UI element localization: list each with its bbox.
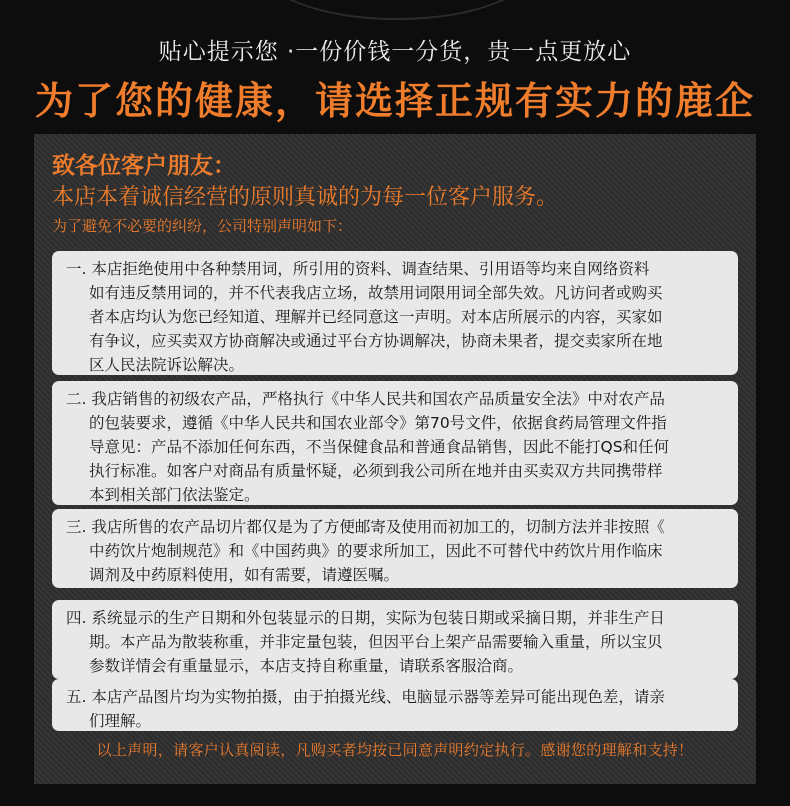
clause-line: 如有违反禁用词的，并不代表我店立场，故禁用词限用词全部失效。凡访问者或购买 bbox=[89, 284, 663, 302]
clause-line: 四. 系统显示的生产日期和外包装显示的日期，实际为包装日期或采摘日期，并非生产日 bbox=[66, 609, 665, 627]
clause-card-4 bbox=[52, 600, 738, 679]
clause-line: 执行标准。如客户对商品有质量怀疑，必须到我公司所在地并由买卖双方共同携带样 bbox=[89, 462, 663, 480]
notice-panel bbox=[34, 134, 756, 784]
clause-line: 有争议，应买卖双方协商解决或通过平台方协调解决，协商未果者，提交卖家所在地 bbox=[89, 332, 663, 350]
clause-line: 中药饮片炮制规范》和《中国药典》的要求所加工，因此不可替代中药饮片用作临床 bbox=[89, 542, 663, 560]
clause-line: 期。本产品为散装称重，并非定量包装，但因平台上架产品需要输入重量，所以宝贝 bbox=[89, 633, 663, 651]
clause-line: 调剂及中药原料使用，如有需要，请遵医嘱。 bbox=[89, 566, 400, 584]
clause-line: 导意见：产品不添加任何东西，不当保健食品和普通食品销售，因此不能打QS和任何 bbox=[89, 438, 670, 456]
headline: 为了您的健康，请选择正规有实力的鹿企 bbox=[34, 79, 755, 123]
declaration-note: 为了避免不必要的纠纷，公司特别声明如下： bbox=[52, 217, 353, 235]
tagline: 贴心提示您 ·一份价钱一分货，贵一点更放心 bbox=[158, 39, 632, 65]
clause-line: 三. 我店所售的农产品切片都仅是为了方便邮寄及使用而初加工的，切制方法并非按照《 bbox=[66, 518, 665, 536]
clause-card-2 bbox=[52, 381, 738, 505]
clause-line: 区人民法院诉讼解决。 bbox=[89, 356, 245, 374]
decorative-arc bbox=[255, 0, 539, 20]
clause-line: 一. 本店拒绝使用中各种禁用词，所引用的资料、调查结果、引用语等均来自网络资料 bbox=[66, 260, 650, 278]
clause-line: 参数详情会有重量显示，本店支持自称重量，请联系客服洽商。 bbox=[89, 657, 524, 675]
intro-text: 本店本着诚信经营的原则真诚的为每一位客户服务。 bbox=[52, 185, 559, 210]
clause-card-5 bbox=[52, 679, 738, 731]
clause-line: 者本店均认为您已经知道、理解并已经同意这一声明。对本店所展示的内容，买家如 bbox=[89, 308, 663, 326]
clause-card-1 bbox=[52, 251, 738, 375]
clause-line: 们理解。 bbox=[89, 712, 152, 730]
greeting: 致各位客户朋友： bbox=[52, 153, 236, 179]
clause-line: 五. 本店产品图片均为实物拍摄，由于拍摄光线、电脑显示器等差异可能出现色差，请亲 bbox=[66, 688, 665, 706]
clause-card-3 bbox=[52, 509, 738, 588]
clause-line: 的包装要求，遵循《中华人民共和国农业部令》第70号文件，依据食药局管理文件指 bbox=[89, 414, 667, 432]
clause-line: 二. 我店销售的初级农产品，严格执行《中华人民共和国农产品质量安全法》中对农产品 bbox=[66, 390, 665, 408]
clause-line: 本到相关部门依法鉴定。 bbox=[89, 486, 260, 504]
footer-statement: 以上声明，请客户认真阅读，凡购买者均按已同意声明约定执行。感谢您的理解和支持！ bbox=[96, 741, 694, 759]
